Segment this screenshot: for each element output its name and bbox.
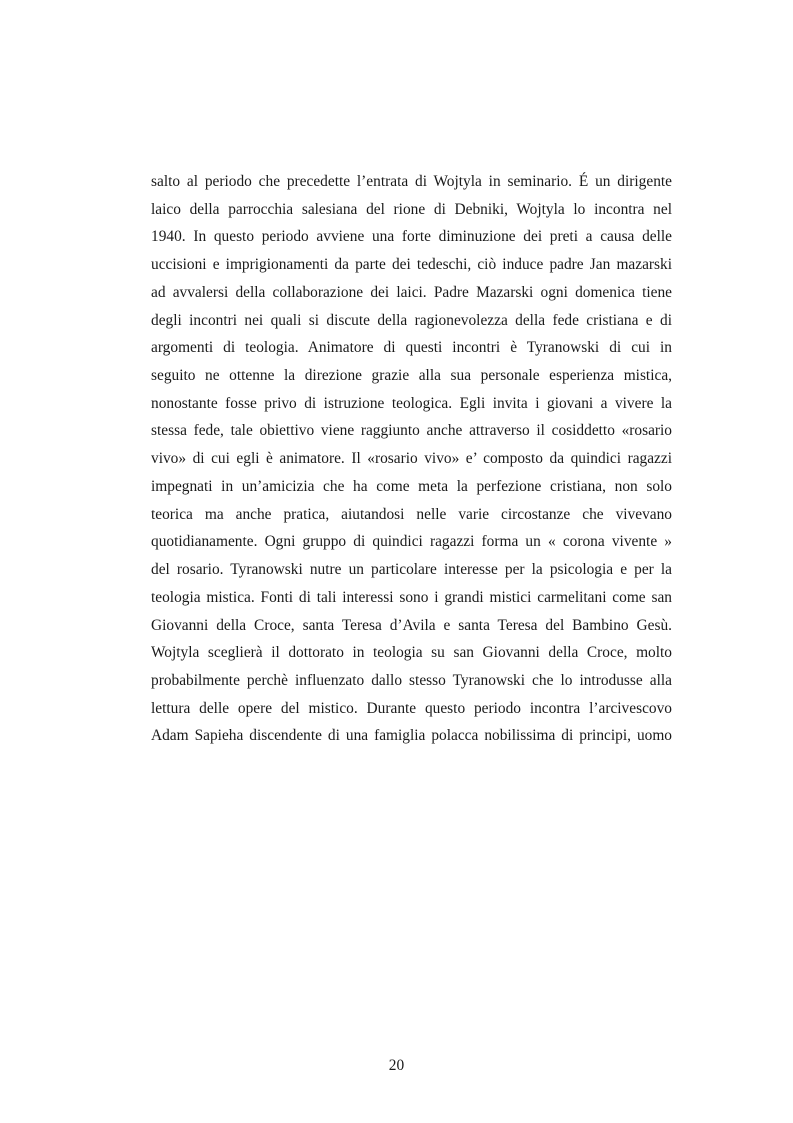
text-line: teologia mistica. Fonti di tali interessi sono i grandi mistici carmelitani come san [151,588,672,606]
text-line: stessa fede, tale obiettivo viene raggiunto anche attraverso il cosiddetto «rosario [151,422,672,440]
text-line: seguito ne ottenne la direzione grazie alla sua personale esperienza mistica, [151,367,672,385]
text-line: del rosario. Tyranowski nutre un particolare interesse per la psicologia e per la [151,561,672,579]
text-line: vivo» di cui egli è animatore. Il «rosario vivo» e’ composto da quindici ragazzi [151,450,672,468]
text-line: ad avvalersi della collaborazione dei laici. Padre Mazarski ogni domenica tiene [151,283,672,301]
text-line: quotidianamente. Ogni gruppo di quindici ragazzi forma un « corona vivente » [151,533,672,551]
text-line: teorica ma anche pratica, aiutandosi nelle varie circostanze che vivevano [151,505,672,523]
text-line: uccisioni e imprigionamenti da parte dei tedeschi, ciò induce padre Jan mazarski [151,256,672,274]
text-line: degli incontri nei quali si discute della ragionevolezza della fede cristiana e di [151,311,672,329]
text-line: Giovanni della Croce, santa Teresa d’Avila e santa Teresa del Bambino Gesù. [151,616,672,634]
text-line: Wojtyla sceglierà il dottorato in teologia su san Giovanni della Croce, molto [151,644,672,662]
text-line: salto al periodo che precedette l’entrata di Wojtyla in seminario. É un dirigente [151,173,672,190]
text-line: probabilmente perchè influenzato dallo stesso Tyranowski che lo introdusse alla [151,671,672,689]
body-paragraph [151,168,672,750]
page-number: 20 [388,1057,405,1074]
text-line: 1940. In questo periodo avviene una forte diminuzione dei preti a causa delle [151,228,672,246]
text-line: impegnati in un’amicizia che ha come meta la perfezione cristiana, non solo [151,477,672,495]
text-line: nonostante fosse privo di istruzione teologica. Egli invita i giovani a vivere la [151,394,672,412]
text-line: argomenti di teologia. Animatore di questi incontri è Tyranowski di cui in [151,339,672,357]
text-line: laico della parrocchia salesiana del rione di Debniki, Wojtyla lo incontra nel [151,200,672,218]
text-line: lettura delle opere del mistico. Durante questo periodo incontra l’arcivescovo [151,699,672,717]
text-line: Adam Sapieha discendente di una famiglia polacca nobilissima di principi, uomo [151,727,672,745]
